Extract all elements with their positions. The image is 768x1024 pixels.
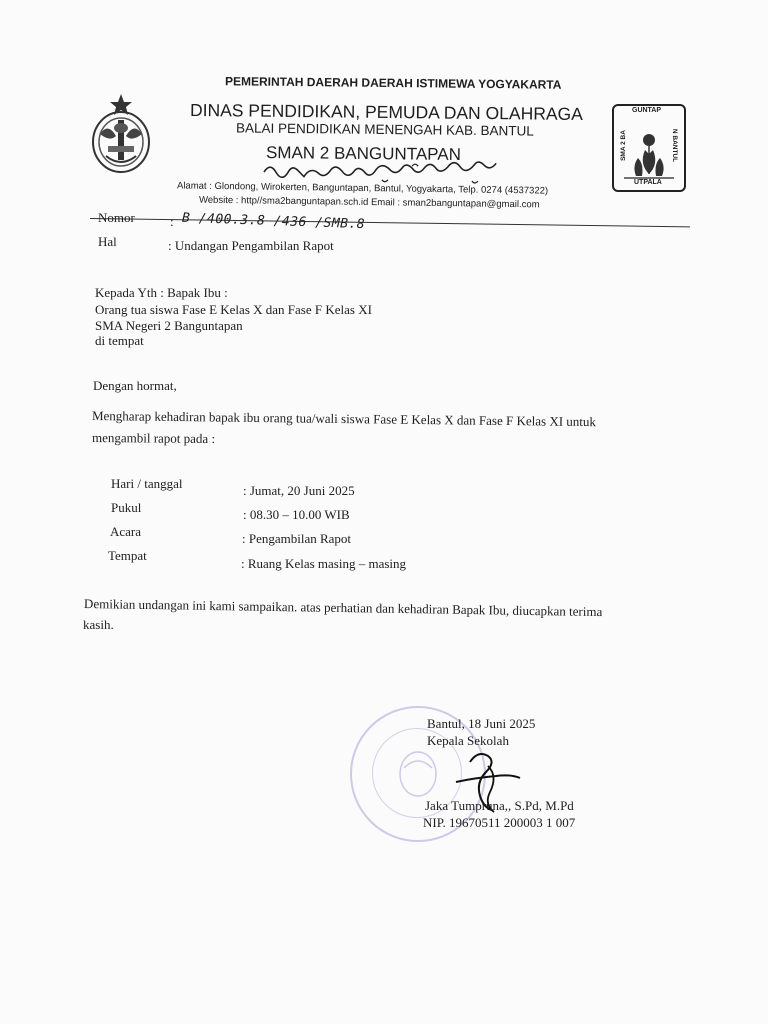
detail-value-date: : Jumat, 20 Juni 2025 [243, 483, 355, 498]
signature-position: Kepala Sekolah [427, 733, 509, 748]
detail-value-event: : Pengambilan Rapot [242, 531, 352, 546]
provincial-emblem-icon [86, 92, 156, 181]
office-heading: BALAI PENDIDIKAN MENENGAH KAB. BANTUL [235, 120, 534, 139]
greeting: Dengan hormat, [93, 378, 177, 393]
detail-label-time: Pukul [111, 500, 142, 515]
nomor-label: Nomor [98, 210, 135, 225]
detail-label-place: Tempat [108, 548, 147, 563]
government-heading: PEMERINTAH DAERAH DAERAH ISTIMEWA YOGYAKARTA [224, 74, 562, 92]
hal-label: Hal [98, 234, 117, 249]
intro-line-2: mengambil rapot pada : [91, 430, 216, 447]
signature-nip: NIP. 19670511 200003 1 007 [423, 815, 576, 830]
school-address: Alamat : Glondong, Wirokerten, Banguntapan, Bantul, Yogyakarta, Telp. 0274 (4537322) [176, 180, 549, 197]
closing-line-2: kasih. [83, 617, 114, 632]
school-heading: SMAN 2 BANGUNTAPAN [265, 142, 462, 165]
detail-value-time: : 08.30 – 10.00 WIB [243, 507, 350, 522]
detail-label-event: Acara [110, 524, 142, 539]
logo-right-text: N BANTUL [671, 128, 679, 163]
logo-top-text: GUNTAP [632, 107, 662, 114]
hal-value: : Undangan Pengambilan Rapot [168, 238, 334, 253]
recipient-line-3: SMA Negeri 2 Banguntapan [95, 318, 243, 333]
logo-bottom-text: UTPALA [634, 179, 662, 186]
recipient-line-4: di tempat [95, 333, 144, 348]
logo-left-text: SMA 2 BA [619, 130, 627, 161]
recipient-line-2: Orang tua siswa Fase E Kelas X dan Fase F Kelas XI [95, 302, 372, 317]
agency-heading: DINAS PENDIDIKAN, PEMUDA DAN OLAHRAGA [189, 99, 583, 125]
letterhead-divider [90, 218, 690, 227]
nomor-value-handwritten: B /400.3.8 /436 /SMB.8 [181, 210, 366, 233]
detail-value-place: : Ruang Kelas masing – masing [241, 556, 407, 571]
closing-line-1: Demikian undangan ini kami sampaikan. atas perhatian dan kehadiran Bapak Ibu, diucapkan terima [83, 596, 603, 620]
detail-label-date: Hari / tanggal [111, 476, 183, 491]
signature-name: Jaka Tumpruna,, S.Pd, M.Pd [425, 798, 574, 813]
signature-place-date: Bantul, 18 Juni 2025 [427, 716, 536, 731]
school-logo [612, 104, 686, 192]
recipient-line-1: Kepada Yth : Bapak Ibu : [95, 285, 228, 300]
school-website-email: Website : http//sma2banguntapan.sch.id Email : sman2banguntapan@gmail.com [198, 194, 540, 211]
nomor-colon: : [170, 214, 174, 229]
intro-line-1: Mengharap kehadiran bapak ibu orang tua/wali siswa Fase E Kelas X dan Fase F Kelas XI untuk [91, 408, 597, 430]
